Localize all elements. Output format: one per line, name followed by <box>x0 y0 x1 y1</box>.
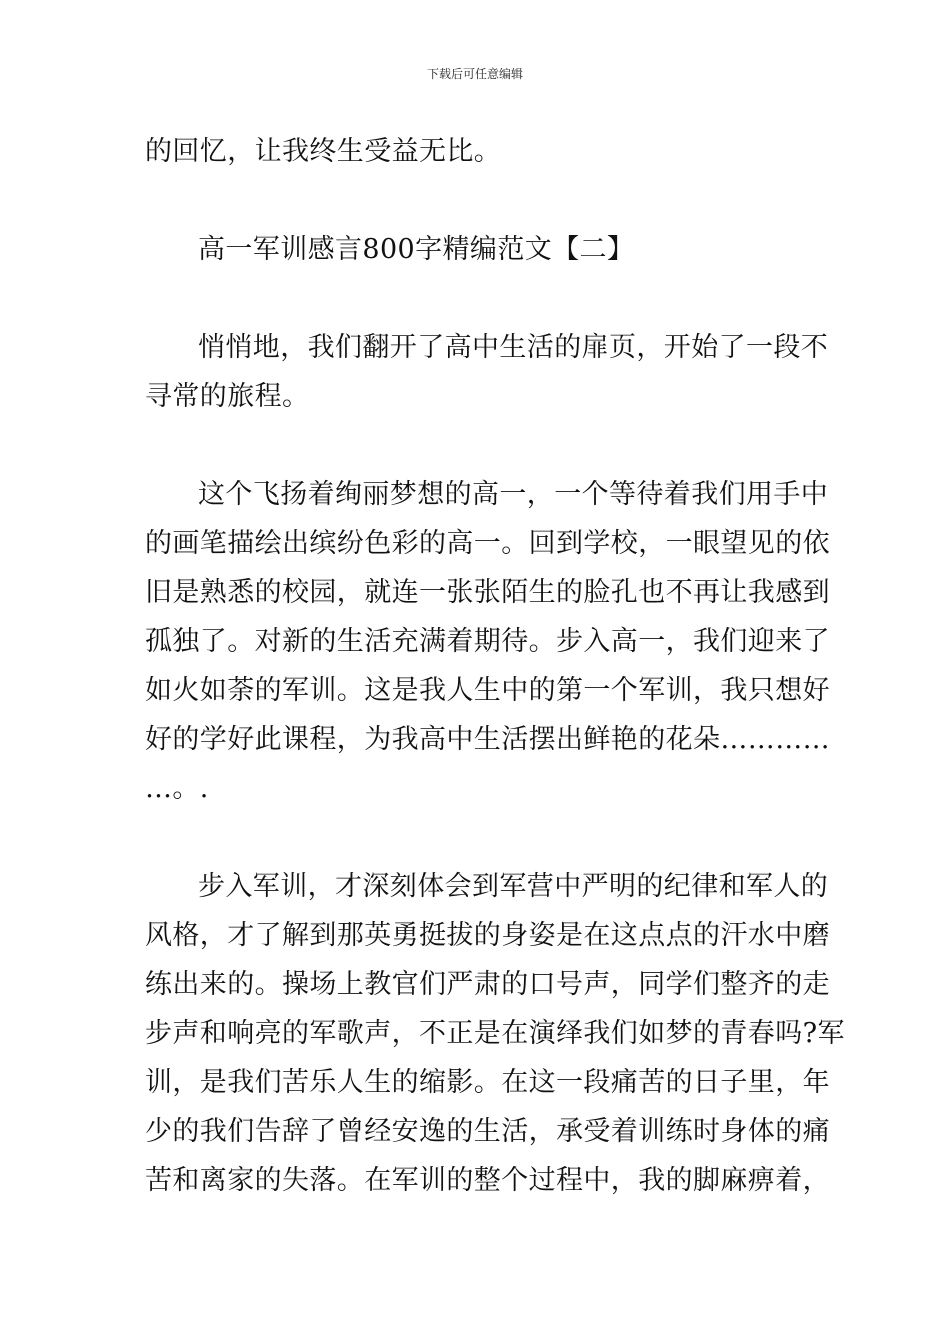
section-heading <box>145 225 807 274</box>
paragraph <box>145 323 829 421</box>
text-line: 如火如荼的军训。这是我人生中的第一个军训，我只想好 <box>145 675 830 706</box>
text-line: 孤独了。对新的生活充满着期待。步入高一，我们迎来了 <box>145 626 830 657</box>
paragraph-gap <box>145 176 807 225</box>
paragraph <box>145 470 830 813</box>
paragraph <box>145 862 845 1205</box>
paragraph <box>145 127 807 176</box>
text-line: 步入军训，才深刻体会到军营中严明的纪律和军人的 <box>198 871 829 902</box>
text-line: 寻常的旅程。 <box>145 381 310 412</box>
text-line: 风格，才了解到那英勇挺拔的身姿是在这点点的汗水中磨 <box>145 920 830 951</box>
text-line: 旧是熟悉的校园，就连一张张陌生的脸孔也不再让我感到 <box>145 577 830 608</box>
page-header: 下载后可任意编辑 <box>426 67 523 81</box>
text-line: 步声和响亮的军歌声，不正是在演绎我们如梦的青春吗?军 <box>145 1018 845 1049</box>
text-line: 少的我们告辞了曾经安逸的生活，承受着训练时身体的痛 <box>145 1116 830 1147</box>
paragraph-gap <box>145 813 807 862</box>
document-body <box>145 127 845 1205</box>
text-line: 这个飞扬着绚丽梦想的高一，一个等待着我们用手中 <box>198 479 829 510</box>
text-line: 苦和离家的失落。在军训的整个过程中，我的脚麻痹着， <box>145 1165 830 1196</box>
text-line: 的画笔描绘出缤纷色彩的高一。回到学校，一眼望见的依 <box>145 528 830 559</box>
text-line: 练出来的。操场上教官们严肃的口号声，同学们整齐的走 <box>145 969 830 1000</box>
paragraph-gap <box>145 421 807 470</box>
text-line: 好的学好此课程，为我高中生活摆出鲜艳的花朵………… <box>145 724 830 755</box>
text-line: 的回忆，让我终生受益无比。 <box>145 136 502 167</box>
paragraph-gap <box>145 274 807 323</box>
text-line: 训，是我们苦乐人生的缩影。在这一段痛苦的日子里，年 <box>145 1067 830 1098</box>
text-line: 悄悄地，我们翻开了高中生活的扉页，开始了一段不 <box>198 332 829 363</box>
heading-line: 高一军训感言800字精编范文【二】 <box>198 234 635 265</box>
text-line: …。. <box>145 773 209 804</box>
